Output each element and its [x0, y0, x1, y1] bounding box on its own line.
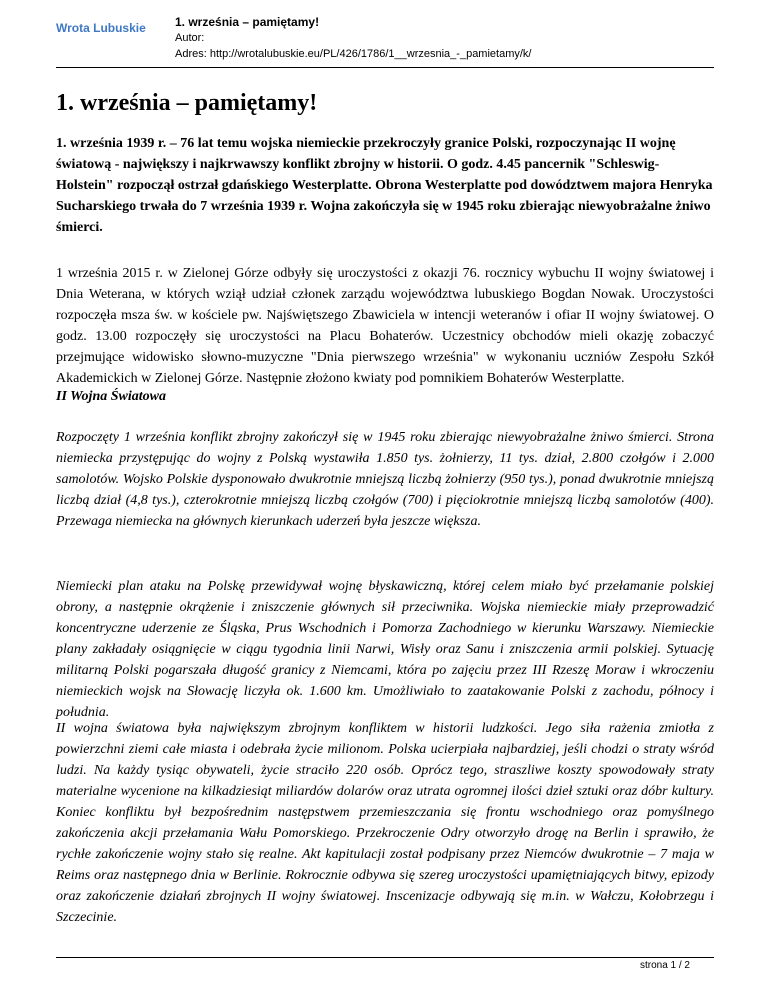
page-title: 1. września – pamiętamy! [56, 90, 318, 116]
section-heading: II Wojna Światowa [56, 389, 166, 404]
header-metadata [175, 14, 531, 62]
document-header [56, 14, 714, 64]
wrota-lubuskie-logo: Wrota Lubuskie [56, 21, 146, 35]
page-number: strona 1 / 2 [639, 960, 690, 971]
header-author: Autor: [175, 32, 205, 44]
section-paragraph-1: Rozpoczęty 1 września konflikt zbrojny zakończył się w 1945 roku zbierając niewyobrażalne żniwo śmierci. Strona niemiecka przystępując do wojny z Polską wystawiła 1.850 tys. żołnierzy, 11 tys. dział, 2.800 czołgów i 2.000 samolotów. Wojsko Polskie dysponowało dwukrotnie mniejszą liczbą żołnierzy (950 tys.), ponad dwukrotnie mniejszą liczbą dział (4,8 tys.), czterokrotnie mniejszą liczbą czołgów (700) i pięciokrotnie mniejszą liczbą samolotów (400). Przewaga niemiecka na głównych kierunkach uderzeń była jeszcze większa. [56, 430, 714, 529]
header-title: 1. września – pamiętamy! [175, 15, 320, 29]
footer-divider [56, 957, 714, 958]
article-body-paragraph: 1 września 2015 r. w Zielonej Górze odbyły się uroczystości z okazji 76. rocznicy wybuchu II wojny światowej i Dnia Weterana, w których wziął udział członek zarządu województwa lubuskiego Bogdan Nowak. Uroczystości rozpoczęła msza św. w kościele pw. Najświętszego Zbawiciela w intencji weteranów i ofiar II wojny światowej. O godz. 13.00 rozpoczęły się uroczystości na Placu Bohaterów. Uczestnicy obchodów mieli okazję zobaczyć przejmujące widowisko słowno-muzyczne "Dnia pierwszego września" w wykonaniu uczniów Zespołu Szkół Akademickich w Zielonej Górze. Następnie złożono kwiaty pod pomnikiem Bohaterów Westerplatte. [56, 266, 714, 386]
header-divider [56, 67, 714, 68]
section-paragraph-3: II wojna światowa była największym zbrojnym konfliktem w historii ludzkości. Jego siła rażenia zmiotła z powierzchni ziemi całe miasta i odebrała życie milionom. Polska ucierpiała najbardziej, jeśli chodzi o straty wśród ludzi. Na każdy tysiąc obywateli, życie straciło 220 osób. Oprócz tego, straszliwe koszty spowodowały straty materialne wycenione na kilkadziesiąt miliardów dolarów oraz utrata ogromnej ilości dzieł sztuki oraz dóbr kultury. Koniec konfliktu był bezpośrednim następstwem przemieszczania się frontu wschodniego oraz pomyślnego zakończenia akcji przełamania Wału Pomorskiego. Przekroczenie Odry otworzyło drogę na Berlin i sprawiło, że rychłe zakończenie wojny stało się realne. Akt kapitulacji został podpisany przez Niemców dwukrotnie – 7 maja w Reims oraz następnego dnia w Berlinie. Rokrocznie odbywa się szereg uroczystości upamiętniających bitwy, epizody oraz zakończenie działań zbrojnych II wojny światowej. Inscenizacje odbywają się m.in. w Wałczu, Kołobrzegu i Szczecinie. [56, 721, 714, 925]
header-address: Adres: http://wrotalubuskie.eu/PL/426/1786/1__wrzesnia_-_pamietamy/k/ [175, 48, 532, 60]
article-lead: 1. września 1939 r. – 76 lat temu wojska niemieckie przekroczyły granice Polski, rozpoczynając II wojnę światową - największy i najkrwawszy konflikt zbrojny w historii. O godz. 4.45 pancernik "Schleswig-Holstein" rozpoczął ostrzał gdańskiego Westerplatte. Obrona Westerplatte pod dowództwem majora Henryka Sucharskiego trwała do 7 września 1939 r. Wojna zakończyła się w 1945 roku zbierając niewyobrażalne żniwo śmierci. [56, 136, 713, 235]
section-paragraph-2: Niemiecki plan ataku na Polskę przewidywał wojnę błyskawiczną, której celem miało być przełamanie polskiej obrony, a następnie okrążenie i zniszczenie głównych sił przeciwnika. Wojska niemieckie miały przeprowadzić koncentryczne uderzenie ze Śląska, Prus Wschodnich i Pomorza Zachodniego w kierunku Warszawy. Niemieckie plany zakładały osiągnięcie w ciągu tygodnia linii Narwi, Wisły oraz Sanu i zniszczenia armii polskiej. Sytuację militarną Polski pogarszała długość granicy z Niemcami, która po zajęciu przez III Rzeszę Moraw i wkroczeniu niemieckich wojsk na Słowację liczyła ok. 1.600 km. Umożliwiało to zaatakowanie Polski z zachodu, północy i południa. [56, 579, 714, 720]
